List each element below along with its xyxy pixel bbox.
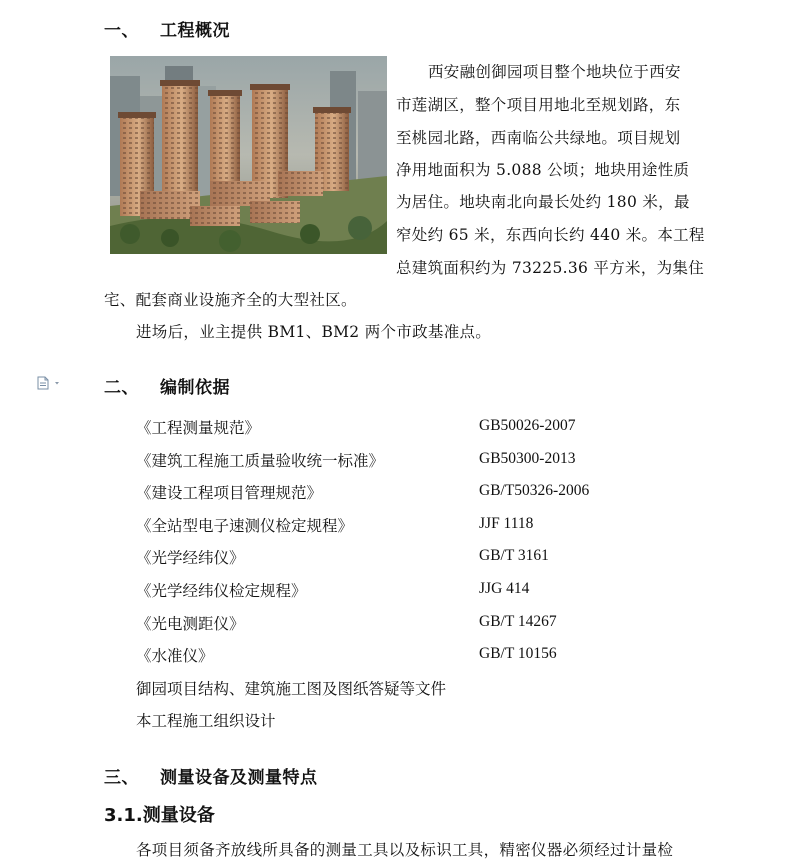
section-2-title: 编制依据	[160, 378, 230, 398]
section-3-number: 三、	[104, 768, 139, 788]
reference-extra-item: 御园项目结构、建筑施工图及图纸答疑等文件	[136, 680, 447, 698]
reference-title: 《建设工程项目管理规范》	[136, 484, 323, 502]
reference-code: GB/T50326-2006	[479, 482, 590, 499]
reference-title: 《水准仪》	[136, 647, 214, 665]
section-2-number: 二、	[104, 378, 139, 398]
document-icon[interactable]	[36, 375, 64, 389]
reference-code: GB/T 10156	[479, 645, 557, 662]
section-3-heading	[104, 763, 318, 788]
overview-line-7: 总建筑面积约为 73225.36 平方米，为集住	[396, 259, 705, 277]
overview-line-4: 净用地面积为 5.088 公顷；地块用途性质	[396, 161, 690, 179]
subsection-3-1-heading: 3.1.测量设备	[104, 805, 215, 826]
overview-line-8: 宅、配套商业设施齐全的大型社区。	[104, 291, 357, 309]
section-1-number: 一、	[104, 21, 139, 41]
reference-code: GB50300-2013	[479, 450, 576, 467]
equipment-paragraph-line: 各项目须备齐放线所具备的测量工具以及标识工具，精密仪器必须经过计量检	[136, 841, 674, 859]
section-1-title: 工程概况	[160, 21, 230, 41]
section-2-heading	[104, 373, 230, 398]
reference-title: 《工程测量规范》	[136, 419, 261, 437]
reference-code: JJG 414	[479, 580, 530, 597]
reference-title: 《建筑工程施工质量验收统一标准》	[136, 452, 385, 470]
reference-title: 《光学经纬仪检定规程》	[136, 582, 307, 600]
overview-line-1: 西安融创御园项目整个地块位于西安	[428, 63, 681, 81]
reference-extra-item: 本工程施工组织设计	[136, 712, 276, 730]
building-rendering-image	[110, 56, 387, 254]
overview-line-6: 窄处约 65 米，东西向长约 440 米。本工程	[396, 226, 705, 244]
reference-code: GB/T 14267	[479, 613, 557, 630]
reference-code: JJF 1118	[479, 515, 534, 532]
reference-title: 《全站型电子速测仪检定规程》	[136, 517, 354, 535]
overview-line-3: 至桃园北路，西南临公共绿地。项目规划	[396, 129, 681, 147]
reference-code: GB50026-2007	[479, 417, 576, 434]
section-1-heading	[104, 16, 230, 41]
reference-title: 《光电测距仪》	[136, 615, 245, 633]
section-3-title: 测量设备及测量特点	[160, 768, 318, 788]
reference-title: 《光学经纬仪》	[136, 549, 245, 567]
benchmark-paragraph: 进场后，业主提供 BM1、BM2 两个市政基准点。	[136, 323, 492, 341]
overview-line-5: 为居住。地块南北向最长处约 180 米，最	[396, 193, 690, 211]
overview-line-2: 市莲湖区，整个项目用地北至规划路，东	[396, 96, 681, 114]
reference-code: GB/T 3161	[479, 547, 549, 564]
